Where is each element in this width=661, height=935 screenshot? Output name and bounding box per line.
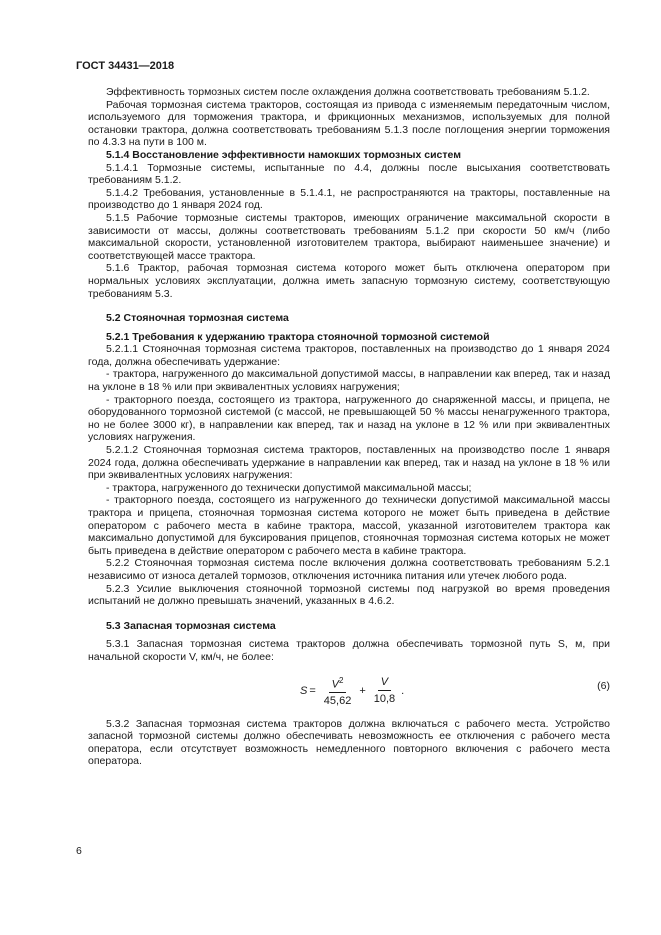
section-heading: 5.2 Стояночная тормозная система: [106, 312, 289, 325]
page-number: 6: [76, 845, 82, 857]
list-item: - трактора, нагруженного до максимальной допустимой массы, в направлении как вперед, так и назад на уклоне в 18 % или при эквивалентных условиях нагружения;: [88, 368, 610, 394]
section-heading: 5.1.4 Восстановление эффективности намокших тормозных систем: [106, 148, 462, 161]
paragraph: 5.1.4.1 Тормозные системы, испытанные по 4.4, должны после высыхания соответствовать требованиям 5.1.2.: [88, 161, 610, 187]
formula-lhs: S: [300, 684, 308, 697]
paragraph: 5.3.1 Запасная тормозная система тракторов должна обеспечивать тормозной путь S, м, при начальной скорости V, км/ч, не более:: [88, 638, 610, 663]
fraction-denominator: 10,8: [373, 693, 396, 706]
formula-number: (6): [597, 679, 610, 692]
paragraph: Рабочая тормозная система тракторов, состоящая из привода с изменяемым передаточным числом, используемого для торможения трактора, и фрикционных механизмов, используемых для полной остановки трактора, должна соответствовать требованиям 5.1.3 после поглощения энергии торможения по 4.3.3 на пути в 100 м.: [88, 98, 610, 149]
list-item: - тракторного поезда, состоящего из нагруженного до технически допустимой максимальной массы трактора и прицепа, стояночная тормозная система которого не может быть приведена в действие оператором с рабочего места в кабине трактора, массой, указанной изготовителем трактора как максимально допустимой для буксирования прицепов, стояночная тормозная система которых не может быть приведена в действие оператором с рабочего места в кабине трактора.: [88, 494, 610, 557]
paragraph: 5.3.2 Запасная тормозная система тракторов должна включаться с рабочего места. Устройство запасной тормозной системы должно обеспечивать невозможность ее отключения с рабочего места оператора, если отсутствует возможность немедленного повторного включения с рабочего места оператора.: [88, 717, 610, 768]
paragraph: 5.2.3 Усилие выключения стояночной тормозной системы под нагрузкой во время проведения испытаний не должно превышать значений, указанных в 4.6.2.: [88, 582, 610, 608]
paragraph: 5.2.1.1 Стояночная тормозная система тракторов, поставленных на производство до 1 января 2024 года, должна обеспечивать удержание:: [88, 343, 610, 368]
section-heading: 5.2.1 Требования к удержанию трактора стояночной тормозной системой: [106, 330, 490, 343]
paragraph: 5.1.6 Трактор, рабочая тормозная система которого может быть отключена оператором при нормальных условиях эксплуатации, должна иметь запасную тормозную систему, соответствующую требованиям 5.3.: [88, 262, 610, 300]
formula-period: .: [401, 684, 405, 697]
section-heading: 5.3 Запасная тормозная система: [106, 619, 276, 632]
paragraph: 5.1.4.2 Требования, установленные в 5.1.4.1, не распространяются на тракторы, поставленные на производство до 1 января 2024 год.: [88, 186, 610, 212]
paragraph: 5.1.5 Рабочие тормозные системы тракторов, имеющих ограничение максимальной скорости в зависимости от массы, должны соответствовать требованиям 5.1.2 при скорости 50 км/ч (либо максимальной скорости, установленной изготовителем трактора, выбирают наименьшее значение) и соответствующей массе трактора.: [88, 211, 610, 262]
document-header: ГОСТ 34431—2018: [76, 60, 175, 72]
formula-block: [88, 670, 610, 710]
fraction-numerator: V: [378, 675, 391, 691]
formula: [300, 674, 404, 709]
list-item: - трактора, нагруженного до технически допустимой максимальной массы;: [106, 481, 472, 494]
exponent: 2: [338, 675, 344, 685]
paragraph: 5.2.1.2 Стояночная тормозная система тракторов, поставленных на производство после 1 января 2024 года, должна обеспечивать удержание в направлении как вперед, так и назад на уклоне в 18 % или при эквивалентных условиях нагружения:: [88, 444, 610, 482]
list-item: - тракторного поезда, состоящего из трактора, нагруженного до снаряженной массы, и прицепа, не оборудованного тормозной системой (с массой, не превышающей 50 % массы ненагруженного трактора, но не более 3000 кг), в направлении как вперед, так и назад на уклоне в 12 % или при эквивалентных условиях нагружения.: [88, 393, 610, 444]
paragraph: Эффективность тормозных систем после охлаждения должна соответствовать требованиям 5.1.2.: [106, 86, 590, 98]
document-body: [88, 86, 610, 768]
fraction-denominator: 45,62: [323, 695, 352, 708]
fraction: [321, 674, 355, 709]
formula-equals: =: [309, 684, 316, 697]
paragraph: 5.2.2 Стояночная тормозная система после включения должна соответствовать требованиям 5.2.1 независимо от износа деталей тормозов, отключения источника питания или утечек любого рода.: [88, 557, 610, 582]
fraction: [371, 675, 398, 706]
formula-plus: +: [359, 684, 366, 697]
fraction-numerator: V: [331, 678, 339, 691]
